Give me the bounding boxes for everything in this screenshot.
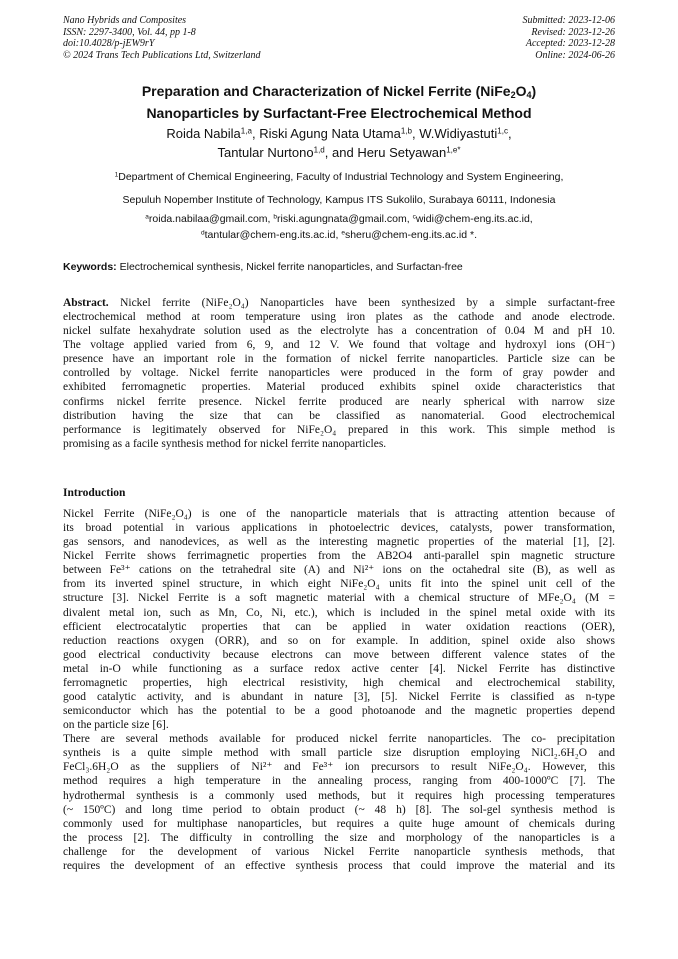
intro-line: syntheis is a quite simple method with small particle size disruption employing NiCl₂.6H₂O and xyxy=(63,747,615,760)
abstract-line: performance is legitimately observed for NiFe₂O₄ prepared in this work. This simple method is xyxy=(63,423,615,436)
intro-line: hydrothermal synthesis is a commonly used methods, but it requires high processing temperatures xyxy=(63,789,615,802)
abstract-line: promising as a facile synthesis method for nickel ferrite nanoparticles. xyxy=(63,437,387,450)
email-link[interactable]: tantular@chem-eng.its.ac.id xyxy=(204,229,336,241)
introduction-body xyxy=(63,507,615,873)
affiliation-line-1: $^1$Department of Chemical Engineering, Faculty of Industrial Technology and System Engineering, xyxy=(114,171,564,183)
journal-name: Nano Hybrids and Composites xyxy=(63,15,187,26)
author-name: Roida Nabila xyxy=(166,126,241,141)
intro-line: method requires a high temperature in the annealing process, ranging from 400-1000ºC [7]. The xyxy=(63,775,615,788)
emails-line-1: $^a$roida.nabilaa@gmail.com, $^b$riski.agungnata@gmail.com, $^c$widi@chem-eng.its.ac.id, xyxy=(145,213,533,225)
author-name: Heru Setyawan xyxy=(357,145,447,160)
title-line-1: Preparation and Characterization of Nickel Ferrite $(NiFe_2O_4)$ xyxy=(141,83,537,100)
author-name: Tantular Nurtono xyxy=(217,145,314,160)
author-line-1: Roida Nabila$^{1,a}$, Riski Agung Nata Utama$^{1,b}$, W.Widiyastuti$^{1,c}$, xyxy=(166,126,512,141)
intro-line: good electrical conductivity because electrons can move between different valence states of the xyxy=(63,648,615,661)
abstract-line: exhibited ferromagnetic properties. Material produced exhibits spinel oxide characteristics that xyxy=(63,381,615,394)
intro-line: the process [2]. The difficulty in controlling the size and morphology of the nanoparticles is a xyxy=(63,831,615,844)
keywords xyxy=(63,260,615,274)
intro-line: semiconductor which has the potential to be a good photoanode and the magnetic properties depend xyxy=(63,705,615,718)
abstract-line: nickel sulfate hexahydrate solution used as the electrolyte has a concentration of 0.04 M and pH 10. xyxy=(63,325,615,338)
intro-line: challenge for the development of various Nickel Ferrite nanoparticle synthesis methods, that xyxy=(63,845,615,858)
affiliation xyxy=(40,166,638,211)
submitted-date: Submitted: 2023-12-06 xyxy=(522,15,615,26)
author-affiliation-mark: 1,c xyxy=(497,126,509,136)
journal-info xyxy=(63,15,261,62)
author-affiliation-mark: 1,e* xyxy=(446,145,461,155)
email-link[interactable]: roida.nabilaa@gmail.com xyxy=(148,213,268,225)
author-name: Riski Agung Nata Utama xyxy=(259,126,401,141)
intro-line: structure [3]. Nickel Ferrite is a soft magnetic material with a chemical structure of MFe₂O₄ (M = xyxy=(63,592,615,605)
intro-line: Nickel Ferrite (NiFe₂O₄) is one of the nanoparticle materials that is attracting attention because of xyxy=(63,508,615,520)
title-line-2: Nanoparticles by Surfactant-Free Electrochemical Method xyxy=(146,105,532,121)
intro-line: on the particle size [6]. xyxy=(63,719,169,732)
affiliation-line-2: Sepuluh Nopember Institute of Technology, Kampus ITS Sukolilo, Surabaya 60111, Indonesia xyxy=(122,193,556,206)
intro-line: from its inverted spinel structure, in which eight NiFe₂O₄ units fit into the spinel unit cell of the xyxy=(63,578,615,591)
journal-copyright: © 2024 Trans Tech Publications Ltd, Switzerland xyxy=(63,50,261,62)
intro-line: (~ 150ºC) and long time period to obtain product (~ 48 h) [8]. The sol-gel synthesis method is xyxy=(63,803,615,816)
journal-issn: ISSN: 2297-3400, Vol. 44, pp 1-8 xyxy=(63,26,196,38)
intro-line: efficient electrocatalytic properties that can be applied in water oxidation reactions (OER), xyxy=(63,620,615,633)
intro-line: ferromagnetic properties, high electrical resistivity, high chemical and electrochemical stability, xyxy=(63,676,615,689)
abstract-line: presence have an important role in the formation of nickel ferrite nanoparticles. Particle size can be xyxy=(63,353,615,366)
email-link[interactable]: riski.agungnata@gmail.com xyxy=(277,213,407,225)
intro-line: between Fe³⁺ cations on the tetrahedral site (A) and Ni²⁺ ions on the octahedral site (B), as well as xyxy=(63,564,615,577)
intro-line: There are several methods available for produced nickel ferrite nanoparticles. The co- precipitation xyxy=(63,733,615,746)
intro-line: reduction reactions oxygen (ORR), and so on for example. In addition, spinel oxide also shows xyxy=(63,634,615,647)
abstract-line: The voltage applied varied from 6, 9, and 12 V. We found that voltage and hydroxyl ions (OH⁻) xyxy=(63,339,615,352)
email-link[interactable]: widi@chem-eng.its.ac.id xyxy=(415,213,530,225)
abstract-label: Abstract. xyxy=(63,297,109,309)
abstract-line: controlled by voltage. Nickel ferrite nanoparticles were produced in the form of gray powder and xyxy=(63,367,615,380)
intro-line: its broad potential in various applications in photoelectric devices, catalysts, power transformation, xyxy=(63,522,615,535)
intro-line: FeCl₃.6H₂O as the suppliers of Ni²⁺ and Fe³⁺ ion precursors to result NiFe₂O₄. However, this xyxy=(63,761,615,774)
author-line-2: Tantular Nurtono$^{1,d}$, and Heru Setyawan$^{1,e*}$ xyxy=(217,145,461,160)
intro-line: requires the development of an effective synthesis process that could improve the material and its xyxy=(63,859,615,872)
introduction-heading: Introduction xyxy=(63,487,126,499)
intro-line: Nickel Ferrite shows ferrimagnetic properties from the AB2O4 anti-parallel spin magnetic structure xyxy=(63,550,615,563)
keywords-label: Keywords: xyxy=(63,261,117,273)
keywords-text: Electrochemical synthesis, Nickel ferrite nanoparticles, and Surfactan-free xyxy=(119,261,463,273)
paper-title xyxy=(40,82,638,122)
accepted-date: Accepted: 2023-12-28 xyxy=(525,38,615,50)
abstract xyxy=(63,296,615,451)
intro-line: gas sensors, and nanodevices, as well as the interesting magnetic properties of the material [1], [2]. xyxy=(63,536,615,549)
abstract-line: Abstract. Nickel ferrite (NiFe₂O₄) Nanoparticles have been synthesized by a simple surfactant-free xyxy=(63,297,616,309)
abstract-line: distribution having the size that can be classified as nanomaterial. Good electrochemical xyxy=(63,409,615,422)
author-affiliation-mark: 1,b xyxy=(400,126,413,136)
author-name: W.Widiyastuti xyxy=(419,126,498,141)
author-affiliation-mark: 1,d xyxy=(313,145,325,155)
abstract-line: confirms nickel ferrite presence. Nickel ferrite produced are nearly spherical with narrow size xyxy=(63,395,615,408)
abstract-line: electrochemical method at room temperature using iron plates as the cathode and anode electrode. xyxy=(63,311,615,324)
submission-dates xyxy=(523,15,616,62)
revised-date: Revised: 2023-12-26 xyxy=(531,26,615,38)
journal-doi[interactable]: doi:10.4028/p-jEW9rY xyxy=(63,38,155,50)
intro-line: divalent metal ion, such as Mn, Co, Ni, etc.), which is included in the spinel metal oxide with its xyxy=(63,606,615,619)
author-affiliation-mark: 1,a xyxy=(240,126,252,136)
email-link[interactable]: sheru@chem-eng.its.ac.id xyxy=(344,229,468,241)
intro-line: metal in-O while functioning as a surface redox active center [4]. Nickel Ferrite has distinctive xyxy=(63,662,615,675)
author-emails xyxy=(40,211,638,243)
online-date: Online: 2024-06-26 xyxy=(535,50,615,62)
intro-line: good catalytic activity, and is abundant in nature [3], [5]. Nickel Ferrite is classified as n-type xyxy=(63,691,615,704)
emails-line-2: $^d$tantular@chem-eng.its.ac.id, $^e$sheru@chem-eng.its.ac.id *. xyxy=(200,229,478,241)
intro-line: commonly used for multiphase nanoparticles, but requires a quite huge amount of chemicals during xyxy=(63,817,615,830)
author-list xyxy=(40,124,638,162)
